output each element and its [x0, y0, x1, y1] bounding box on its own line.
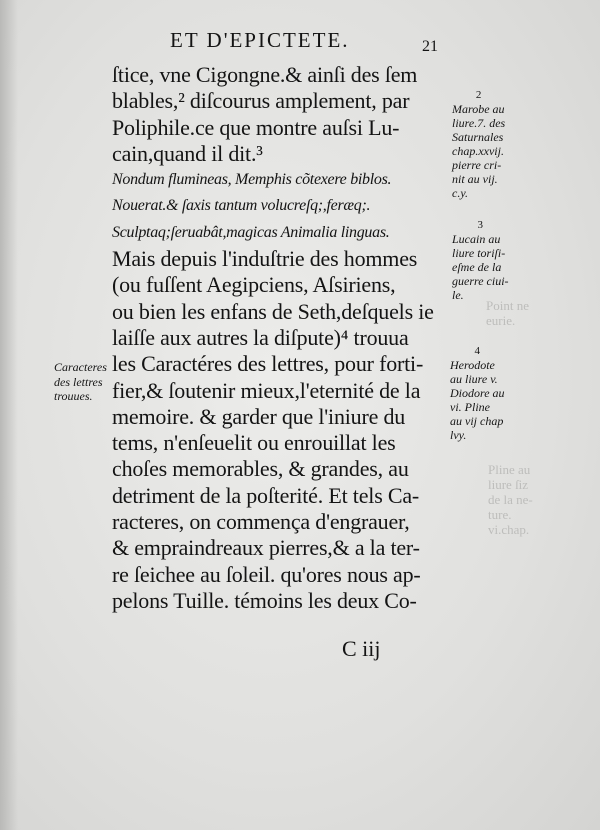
margin-note-4 [450, 344, 505, 442]
note-line: Saturnales [452, 130, 504, 144]
bleed-line: de la ne- [488, 492, 533, 507]
bleed-line: vi.chap. [488, 522, 530, 537]
text-line: & empraindreaux pierres,& a la ter- [112, 535, 420, 561]
main-text-block [112, 62, 446, 614]
bleed-through-text [488, 462, 533, 537]
text-line: memoire. & garder que l'iniure du [112, 403, 406, 429]
note-number: 2 [475, 89, 482, 101]
bleed-line: eurie. [486, 313, 516, 328]
text-line: les Caractéres des lettres, pour forti- [112, 351, 424, 377]
page-gutter-shadow [0, 0, 18, 830]
note-line: eſme de la [452, 260, 502, 274]
note-number: 4 [474, 345, 481, 357]
note-line: lvy. [450, 428, 467, 442]
note-line: au vij chap [450, 414, 504, 428]
note-line: liure.7. des [452, 116, 506, 130]
note-line: Lucain au [452, 232, 501, 246]
text-line: (ou fuſſent Aegipciens, Aſsiriens, [112, 272, 396, 298]
text-line: Mais depuis l'induſtrie des hommes [112, 246, 418, 272]
margin-note-left [54, 360, 107, 404]
margin-note-3 [452, 218, 509, 302]
note-line: chap.xxvij. [452, 144, 504, 158]
note-line: guerre ciui- [452, 274, 509, 288]
text-line: blables,² diſcourus amplement, par [112, 88, 410, 114]
note-number: 3 [477, 219, 484, 231]
text-line: pelons Tuille. témoins les deux Co- [112, 587, 417, 613]
note-line: Herodote [450, 358, 495, 372]
note-line: c.y. [452, 186, 468, 200]
verse-line: Nouerat.& ſaxis tantum volucreſq;,feræq;. [112, 197, 371, 215]
note-line: pierre cri- [452, 158, 502, 172]
bleed-line: ture. [488, 507, 512, 522]
note-line: Marobe au [452, 102, 505, 116]
text-line: Poliphile.ce que montre auſsi Lu- [112, 114, 400, 140]
bleed-line: Pline au [488, 462, 531, 477]
note-line: Diodore au [450, 386, 505, 400]
text-line: cain,quand il dit.³ [112, 140, 263, 166]
text-line: laiſſe aux autres la diſpute)⁴ trouua [112, 324, 409, 350]
note-line: des lettres [54, 374, 103, 389]
text-line: fier,& ſoutenir mieux,l'eternité de la [112, 377, 421, 403]
bleed-through-text [486, 298, 529, 328]
verse-line: Nondum flumineas, Memphis cõtexere biblos. [112, 171, 392, 189]
text-line: tems, n'enſeuelit ou enrouillat les [112, 430, 396, 456]
bleed-line: liure ſiz [488, 477, 529, 492]
verse-line: Sculptaq;ſeruabât,magicas Animalia linguas. [112, 223, 390, 241]
note-line: Caracteres [54, 360, 107, 374]
note-line: vi. Pline [450, 400, 490, 414]
text-line: ou bien les enfans de Seth,deſquels ie [112, 298, 434, 324]
note-line: nit au vij. [452, 172, 498, 186]
text-line: choſes memorables, & grandes, au [112, 456, 409, 482]
note-line: le. [452, 288, 464, 302]
text-line: detriment de la poſterité. Et tels Ca- [112, 482, 420, 508]
signature-mark: C iij [342, 636, 381, 661]
page-number: 21 [422, 38, 438, 55]
running-header: ET D'EPICTETE. [170, 28, 350, 52]
note-line: trouues. [54, 389, 93, 403]
text-line: re ſeichee au ſoleil. qu'ores nous ap- [112, 561, 421, 587]
bleed-line: Point ne [486, 298, 529, 313]
note-line: liure toriſi- [452, 246, 506, 260]
margin-note-2 [452, 88, 505, 200]
text-line: racteres, on commença d'engrauer, [112, 509, 410, 535]
text-line: ſtice, vne Cigongne.& ainſi des ſem [112, 62, 418, 87]
note-line: au liure v. [450, 372, 498, 386]
